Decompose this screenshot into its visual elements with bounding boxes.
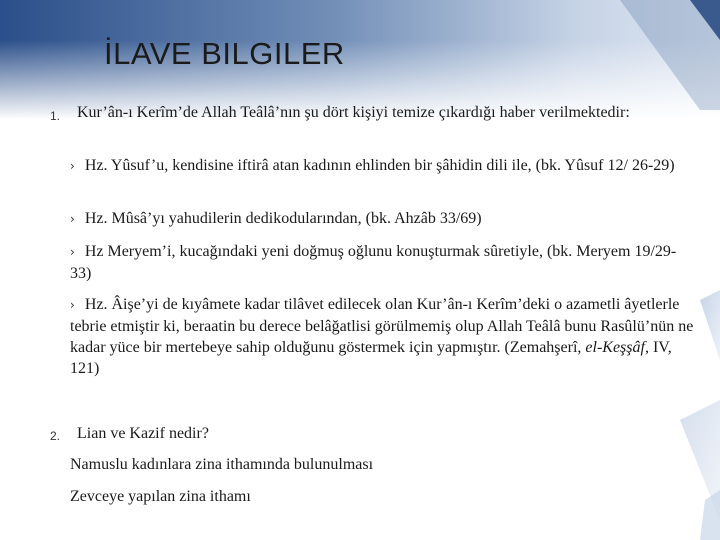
answer-text: Zevceye yapılan zina ithamı: [70, 488, 251, 505]
bullet-text: Hz. Mûsâ’yı yahudilerin dedikodularından, (bk. Ahzâb 33/69): [84, 210, 482, 227]
item-2-text: Lian ve Kazif nedir?: [77, 425, 209, 442]
bullet-citation-italic: el-Keşşâf,: [585, 339, 649, 356]
bullet-arrow-icon: ›: [70, 245, 75, 259]
item-2-number: 2.: [50, 429, 61, 443]
bullet-text: Hz. Âişe’yi de kıyâmete kadar tilâvet edilecek olan Kur’ân-ı Kerîm’deki o azametli âyetlerle tebrie etmiştir ki, beraatin bu derece belâğatlisi görülmemiş olup Allah Teâlâ bunu Rasûlü’nün ne kadar yüce bir mertebeye sahip olduğunu göstermek için yapmıştır. (Zemahşerî,: [70, 296, 694, 356]
bullet-citation-tail: IV, 121): [70, 339, 672, 377]
bullet-arrow-icon: ›: [70, 298, 75, 312]
answer-text: Namuslu kadınlara zina ithamında bulunulması: [70, 456, 374, 473]
bullet-musa: [70, 208, 685, 230]
bullet-text: Hz. Yûsuf’u, kendisine iftirâ atan kadının ehlinden bir şâhidin dili ile, (bk. Yûsuf 12/ 26-29): [84, 157, 675, 174]
bullet-meryem: [70, 241, 685, 284]
slide-title: İLAVE BILGILER: [104, 36, 345, 71]
bullet-yusuf: [70, 155, 685, 177]
bullet-arrow-icon: ›: [70, 159, 75, 173]
item-1-text: Kur’ân-ı Kerîm’de Allah Teâlâ’nın şu dört kişiyi temize çıkardığı haber verilmektedir:: [77, 104, 630, 121]
item-1-number: 1.: [50, 109, 61, 123]
bullet-aise: [70, 294, 695, 379]
bullet-arrow-icon: ›: [70, 212, 75, 226]
bullet-text: Hz Meryem’i, kucağındaki yeni doğmuş oğlunu konuşturmak sûretiyle, (bk. Meryem 19/29-33): [70, 243, 677, 282]
